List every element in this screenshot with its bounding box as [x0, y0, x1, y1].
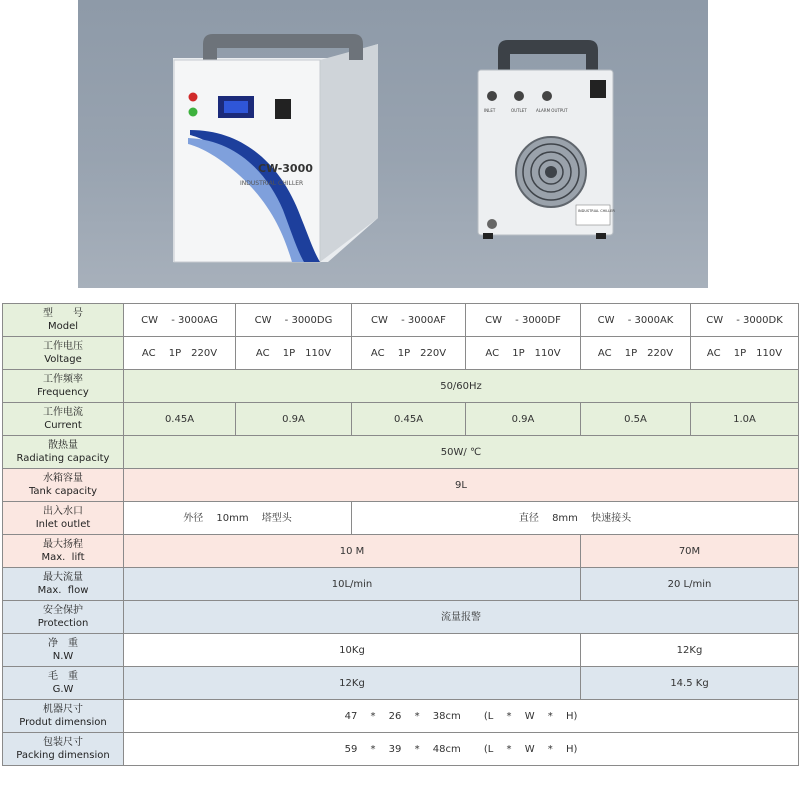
row-frequency: [3, 370, 799, 403]
row-max-lift: [3, 535, 799, 568]
outlet-port-label: OUTLET: [511, 108, 527, 113]
row-label: [3, 601, 124, 634]
table-cell: 流量报警: [124, 601, 799, 634]
row-tank-capacity: [3, 469, 799, 502]
row-inlet-outlet: [3, 502, 799, 535]
label-cn: 工作电压: [43, 341, 83, 352]
label-en: Protection: [37, 618, 89, 629]
inlet-port-label: INLET: [484, 108, 496, 113]
table-cell: AC 1P 110V: [466, 337, 581, 370]
table-cell: AC 1P 220V: [352, 337, 466, 370]
row-label: [3, 304, 124, 337]
label-en: Inlet outlet: [35, 519, 91, 530]
row-gross-weight: [3, 667, 799, 700]
front-subtitle-text: INDUSTRIAL CHILLER: [240, 180, 304, 187]
row-max-flow: [3, 568, 799, 601]
label-en: Current: [44, 420, 82, 431]
row-voltage: [3, 337, 799, 370]
table-cell: 10 M: [124, 535, 581, 568]
table-cell: AC 1P 110V: [691, 337, 799, 370]
label-en: Radiating capacity: [16, 453, 110, 464]
row-current: [3, 403, 799, 436]
front-model-text: CW-3000: [258, 162, 313, 175]
row-label: [3, 700, 124, 733]
table-cell: 50W/ ℃: [124, 436, 799, 469]
table-cell: 59 * 39 * 48cm (L * W * H): [124, 733, 799, 766]
table-cell: CW - 3000DK: [691, 304, 799, 337]
back-chiller-unit: [478, 40, 615, 239]
label-cn: 毛 重: [48, 671, 78, 682]
table-cell: 直径 8mm 快速接头: [352, 502, 799, 535]
alarm-output-label: ALARM OUTPUT: [536, 108, 568, 113]
table-cell: 9L: [124, 469, 799, 502]
row-label: [3, 403, 124, 436]
label-en: N.W: [52, 651, 74, 662]
label-en: Model: [47, 321, 79, 332]
table-cell: 20 L/min: [581, 568, 799, 601]
row-label: [3, 436, 124, 469]
label-cn: 工作频率: [43, 374, 83, 385]
row-protection: [3, 601, 799, 634]
row-label: [3, 634, 124, 667]
table-cell: CW - 3000DF: [466, 304, 581, 337]
label-en: Packing dimension: [16, 750, 110, 761]
row-radiating-capacity: [3, 436, 799, 469]
label-cn: 出入水口: [43, 506, 83, 517]
row-net-weight: [3, 634, 799, 667]
table-cell: AC 1P 220V: [124, 337, 236, 370]
row-label: [3, 733, 124, 766]
label-en: Tank capacity: [28, 486, 98, 497]
table-cell: 12Kg: [124, 667, 581, 700]
table-cell: 1.0A: [691, 403, 799, 436]
table-cell: 70M: [581, 535, 799, 568]
row-product-dimension: [3, 700, 799, 733]
label-en: Voltage: [44, 354, 82, 365]
product-photo: [78, 0, 708, 288]
table-cell: AC 1P 110V: [236, 337, 352, 370]
back-plate-text: INDUSTRIAL CHILLER: [578, 209, 615, 213]
row-label: [3, 469, 124, 502]
label-cn: 最大扬程: [43, 539, 83, 550]
row-label: [3, 667, 124, 700]
front-chiller-unit: [173, 34, 378, 262]
table-cell: AC 1P 220V: [581, 337, 691, 370]
table-cell: 0.45A: [352, 403, 466, 436]
table-cell: CW - 3000AG: [124, 304, 236, 337]
row-label: [3, 502, 124, 535]
spec-table: [2, 303, 799, 766]
label-cn: 安全保护: [43, 605, 83, 616]
label-cn: 包装尺寸: [43, 737, 83, 748]
table-cell: CW - 3000AF: [352, 304, 466, 337]
table-cell: 0.9A: [236, 403, 352, 436]
label-cn: 水箱容量: [43, 473, 83, 484]
row-label: [3, 568, 124, 601]
table-cell: 12Kg: [581, 634, 799, 667]
table-cell: 10L/min: [124, 568, 581, 601]
label-cn: 净 重: [48, 638, 78, 649]
label-cn: 机器尺寸: [43, 704, 83, 715]
label-en: Max. lift: [41, 552, 85, 563]
row-label: [3, 370, 124, 403]
table-cell: CW - 3000DG: [236, 304, 352, 337]
label-en: Produt dimension: [19, 717, 107, 728]
label-cn: 工作电流: [43, 407, 83, 418]
table-cell: 47 * 26 * 38cm (L * W * H): [124, 700, 799, 733]
table-cell: 0.5A: [581, 403, 691, 436]
table-cell: 0.45A: [124, 403, 236, 436]
chiller-illustration: [78, 0, 708, 288]
row-label: [3, 337, 124, 370]
label-en: Max. flow: [37, 585, 89, 596]
table-cell: 14.5 Kg: [581, 667, 799, 700]
row-packing-dimension: [3, 733, 799, 766]
label-cn: 型 号: [43, 308, 83, 319]
row-label: [3, 535, 124, 568]
table-cell: 50/60Hz: [124, 370, 799, 403]
label-cn: 散热量: [48, 440, 78, 451]
table-cell: 0.9A: [466, 403, 581, 436]
table-cell: 10Kg: [124, 634, 581, 667]
row-model: [3, 304, 799, 337]
label-en: Frequency: [37, 387, 89, 398]
label-cn: 最大流量: [43, 572, 83, 583]
label-en: G.W: [52, 684, 74, 695]
table-cell: CW - 3000AK: [581, 304, 691, 337]
table-cell: 外径 10mm 塔型头: [124, 502, 352, 535]
